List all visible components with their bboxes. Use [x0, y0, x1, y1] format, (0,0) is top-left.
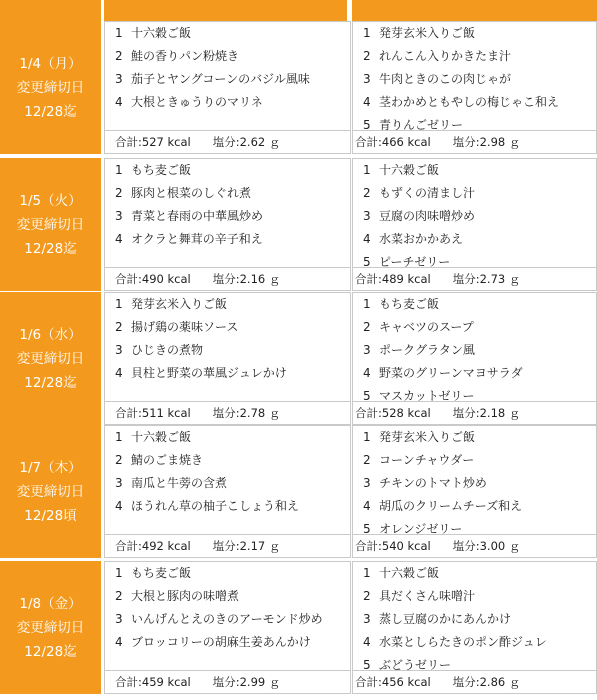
- menu-item-number: 4: [115, 499, 123, 513]
- menu-item-name: ピーチゼリー: [379, 255, 451, 269]
- salt-total: 塩分:2.18 ｇ: [452, 406, 521, 420]
- day-label: [0, 158, 101, 291]
- menu-item-number: 3: [115, 72, 123, 86]
- menu-item-name: 南瓜と牛蒡の含煮: [131, 476, 228, 490]
- menu-item-number: 3: [363, 72, 371, 86]
- day-deadline: 12/28迄: [24, 103, 77, 120]
- menu-item-list: [353, 562, 596, 677]
- menu-item-name: 水菜としらたきのポン酢ジュレ: [379, 635, 547, 649]
- menu-item: [353, 362, 596, 385]
- salt-total: 塩分:2.17 ｇ: [212, 539, 281, 553]
- salt-total: 塩分:2.78 ｇ: [212, 406, 281, 420]
- menu-item-name: コーンチャウダー: [379, 453, 475, 467]
- menu-item: [105, 293, 350, 316]
- salt-total: 塩分:3.00 ｇ: [452, 539, 521, 553]
- menu-item-name: 豆腐の肉味噌炒め: [379, 209, 476, 223]
- salt-total: 塩分:2.62 ｇ: [212, 135, 281, 149]
- menu-item-list: [105, 159, 350, 251]
- menu-item-name: 発芽玄米入りご飯: [379, 430, 476, 444]
- menu-item: [105, 182, 350, 205]
- menu-item-number: 4: [115, 232, 123, 246]
- menu-item-name: もち麦ご飯: [131, 163, 192, 177]
- menu-item-name: ブロッコリーの胡麻生姜あんかけ: [131, 635, 311, 649]
- calorie-total: 合計:528 kcal: [355, 406, 431, 420]
- menu-item-number: 4: [115, 635, 123, 649]
- menu-item: [353, 585, 596, 608]
- menu-item-name: もずくの清まし汁: [379, 186, 476, 200]
- day-deadline-label: 変更締切日: [16, 619, 85, 636]
- menu-item-name: 野菜のグリーンマヨサラダ: [379, 366, 523, 380]
- nutrition-total: [105, 267, 350, 290]
- menu-item-number: 4: [115, 366, 123, 380]
- menu-item-number: 1: [363, 297, 371, 311]
- nutrition-total: [353, 534, 596, 557]
- salt-total: 塩分:2.73 ｇ: [452, 272, 521, 286]
- menu-item-number: 2: [363, 186, 371, 200]
- day-deadline-label: 変更締切日: [16, 483, 85, 500]
- day-deadline-label: 変更締切日: [16, 350, 85, 367]
- menu-item-number: 2: [115, 186, 123, 200]
- day-deadline: 12/28迄: [24, 643, 77, 660]
- day-label: [0, 21, 101, 154]
- menu-item: [353, 293, 596, 316]
- calorie-total: 合計:490 kcal: [115, 272, 191, 286]
- menu-item-name: 茎わかめともやしの梅じゃこ和え: [379, 95, 560, 109]
- menu-item-number: 4: [115, 95, 123, 109]
- menu-a-cell: [104, 21, 351, 154]
- salt-total: 塩分:2.16 ｇ: [212, 272, 281, 286]
- menu-item-name: 具だくさん味噌汁: [379, 589, 476, 603]
- calorie-total: 合計:492 kcal: [115, 539, 191, 553]
- calorie-total: 合計:540 kcal: [355, 539, 431, 553]
- menu-item-number: 3: [115, 476, 123, 490]
- menu-item: [353, 45, 596, 68]
- menu-item-number: 2: [363, 320, 371, 334]
- menu-item: [105, 449, 350, 472]
- menu-item-list: [105, 562, 350, 654]
- menu-item-name: 十六穀ご飯: [131, 430, 192, 444]
- menu-item-number: 4: [363, 95, 371, 109]
- menu-item: [105, 45, 350, 68]
- day-deadline: 12/28迄: [24, 240, 77, 257]
- day-date: 1/4（月）: [19, 55, 82, 72]
- menu-item-number: 3: [363, 209, 371, 223]
- menu-item-list: [105, 22, 350, 114]
- menu-item-name: 揚げ鶏の薬味ソース: [131, 320, 239, 334]
- menu-item: [105, 91, 350, 114]
- nutrition-total: [353, 401, 596, 424]
- menu-item-number: 3: [115, 612, 123, 626]
- menu-item: [105, 68, 350, 91]
- menu-item-number: 1: [363, 26, 371, 40]
- menu-item: [353, 495, 596, 518]
- menu-item-number: 1: [115, 163, 123, 177]
- menu-item: [353, 159, 596, 182]
- menu-item-name: もち麦ご飯: [131, 566, 192, 580]
- menu-item-number: 1: [115, 26, 123, 40]
- menu-item-name: チキンのトマト炒め: [379, 476, 487, 490]
- menu-b-cell: [352, 292, 597, 425]
- menu-item-list: [353, 426, 596, 541]
- menu-item: [353, 91, 596, 114]
- day-deadline: 12/28迄: [24, 374, 77, 391]
- menu-item-name: いんげんとえのきのアーモンド炒め: [131, 612, 323, 626]
- day-date: 1/6（水）: [19, 326, 82, 343]
- calorie-total: 合計:489 kcal: [355, 272, 431, 286]
- menu-item: [105, 631, 350, 654]
- salt-total: 塩分:2.86 ｇ: [452, 675, 521, 689]
- menu-item-name: 蒸し豆腐のかにあんかけ: [379, 612, 512, 626]
- menu-item-list: [353, 293, 596, 408]
- menu-item-number: 2: [115, 453, 123, 467]
- menu-item-name: 茄子とヤングコーンのバジル風味: [131, 72, 310, 86]
- nutrition-total: [353, 267, 596, 290]
- menu-item-number: 5: [363, 118, 371, 132]
- nutrition-total: [353, 130, 596, 153]
- menu-item-name: オクラと舞茸の辛子和え: [131, 232, 263, 246]
- day-deadline-label: 変更締切日: [16, 79, 85, 96]
- menu-a-cell: [104, 292, 351, 425]
- menu-item-name: ひじきの煮物: [131, 343, 204, 357]
- menu-item-name: 十六穀ご飯: [131, 26, 192, 40]
- menu-item-number: 2: [363, 49, 371, 63]
- salt-total: 塩分:2.98 ｇ: [452, 135, 521, 149]
- nutrition-total: [105, 130, 350, 153]
- menu-item-number: 2: [363, 589, 371, 603]
- menu-item: [353, 68, 596, 91]
- menu-item-name: 青菜と春雨の中華風炒め: [131, 209, 264, 223]
- menu-item-number: 1: [115, 430, 123, 444]
- day-label: [0, 561, 101, 694]
- nutrition-total: [353, 670, 596, 693]
- menu-item-number: 5: [363, 522, 371, 536]
- nutrition-total: [105, 534, 350, 557]
- menu-item-number: 2: [115, 49, 123, 63]
- menu-item-number: 5: [363, 389, 371, 403]
- menu-item: [105, 159, 350, 182]
- menu-a-cell: [104, 425, 351, 558]
- menu-item-name: キャベツのスープ: [379, 320, 474, 334]
- menu-item-number: 4: [363, 366, 371, 380]
- menu-item-name: 大根ときゅうりのマリネ: [131, 95, 263, 109]
- menu-item-name: 大根と豚肉の味噌煮: [131, 589, 240, 603]
- menu-item-name: ぶどうゼリー: [379, 658, 452, 672]
- menu-item: [353, 472, 596, 495]
- menu-item-name: 鮭の香りパン粉焼き: [131, 49, 240, 63]
- menu-item: [353, 426, 596, 449]
- menu-item-name: 水菜おかかあえ: [379, 232, 464, 246]
- menu-item-name: 発芽玄米入りご飯: [131, 297, 228, 311]
- menu-a-cell: [104, 561, 351, 694]
- menu-item: [353, 316, 596, 339]
- menu-item-name: ポークグラタン風: [379, 343, 475, 357]
- menu-item: [353, 608, 596, 631]
- menu-item-name: オレンジゼリー: [379, 522, 463, 536]
- menu-item-number: 5: [363, 255, 371, 269]
- menu-b-cell: [352, 561, 597, 694]
- menu-item-number: 2: [115, 589, 123, 603]
- calorie-total: 合計:511 kcal: [115, 406, 191, 420]
- menu-item-number: 2: [363, 453, 371, 467]
- menu-item-number: 1: [363, 163, 371, 177]
- day-deadline-label: 変更締切日: [16, 216, 85, 233]
- menu-item: [353, 182, 596, 205]
- menu-item-name: 発芽玄米入りご飯: [379, 26, 476, 40]
- nutrition-total: [105, 401, 350, 424]
- menu-item: [353, 562, 596, 585]
- salt-total: 塩分:2.99 ｇ: [212, 675, 281, 689]
- menu-item: [105, 585, 350, 608]
- menu-item-name: 牛肉ときのこの肉じゃが: [379, 72, 512, 86]
- nutrition-total: [105, 670, 350, 693]
- menu-item-number: 1: [115, 297, 123, 311]
- menu-item-number: 1: [363, 566, 371, 580]
- menu-item-name: 青りんごゼリー: [379, 118, 464, 132]
- calorie-total: 合計:466 kcal: [355, 135, 431, 149]
- menu-item: [353, 22, 596, 45]
- day-date: 1/7（木）: [19, 459, 82, 476]
- menu-item-name: マスカットゼリー: [379, 389, 475, 403]
- menu-item-number: 1: [363, 430, 371, 444]
- menu-item: [105, 22, 350, 45]
- menu-item-number: 3: [115, 343, 123, 357]
- menu-item-name: 十六穀ご飯: [379, 566, 440, 580]
- menu-item-number: 3: [115, 209, 123, 223]
- menu-item-list: [105, 293, 350, 385]
- menu-item-number: 4: [363, 232, 371, 246]
- menu-item: [105, 472, 350, 495]
- menu-item-number: 2: [115, 320, 123, 334]
- header-cell-1: [104, 0, 347, 21]
- menu-item: [353, 339, 596, 362]
- menu-item-list: [353, 159, 596, 274]
- menu-item: [353, 228, 596, 251]
- menu-item-number: 1: [115, 566, 123, 580]
- day-deadline: 12/28頃: [24, 507, 77, 524]
- menu-item: [105, 205, 350, 228]
- menu-item-name: れんこん入りかきたま汁: [379, 49, 512, 63]
- menu-b-cell: [352, 21, 597, 154]
- menu-item-name: ほうれん草の柚子こしょう和え: [131, 499, 300, 513]
- menu-item: [353, 631, 596, 654]
- day-date: 1/8（金）: [19, 595, 82, 612]
- menu-item-name: 十六穀ご飯: [379, 163, 440, 177]
- menu-item-number: 3: [363, 343, 371, 357]
- menu-item: [353, 205, 596, 228]
- menu-item: [105, 362, 350, 385]
- menu-b-cell: [352, 425, 597, 558]
- menu-item-number: 5: [363, 658, 371, 672]
- menu-item: [105, 316, 350, 339]
- menu-item-name: 豚肉と根菜のしぐれ煮: [131, 186, 252, 200]
- menu-item: [105, 562, 350, 585]
- menu-item: [105, 339, 350, 362]
- menu-item: [105, 608, 350, 631]
- day-date: 1/5（火）: [19, 192, 82, 209]
- menu-item-number: 3: [363, 476, 371, 490]
- menu-b-cell: [352, 158, 597, 291]
- header-cell-2: [352, 0, 597, 21]
- header-cell-0: [0, 0, 101, 21]
- menu-item: [105, 495, 350, 518]
- menu-item: [105, 228, 350, 251]
- calorie-total: 合計:456 kcal: [355, 675, 431, 689]
- menu-item-number: 3: [363, 612, 371, 626]
- menu-item-list: [353, 22, 596, 137]
- menu-a-cell: [104, 158, 351, 291]
- calorie-total: 合計:459 kcal: [115, 675, 191, 689]
- menu-item-name: 貝柱と野菜の華風ジュレかけ: [131, 366, 287, 380]
- day-label: [0, 425, 101, 558]
- menu-item-name: 鯖のごま焼き: [131, 453, 204, 467]
- menu-item: [353, 449, 596, 472]
- day-label: [0, 292, 101, 425]
- calorie-total: 合計:527 kcal: [115, 135, 191, 149]
- menu-item-number: 4: [363, 499, 371, 513]
- menu-item: [105, 426, 350, 449]
- menu-item-name: 胡瓜のクリームチーズ和え: [379, 499, 523, 513]
- menu-item-name: もち麦ご飯: [379, 297, 440, 311]
- menu-item-list: [105, 426, 350, 518]
- menu-item-number: 4: [363, 635, 371, 649]
